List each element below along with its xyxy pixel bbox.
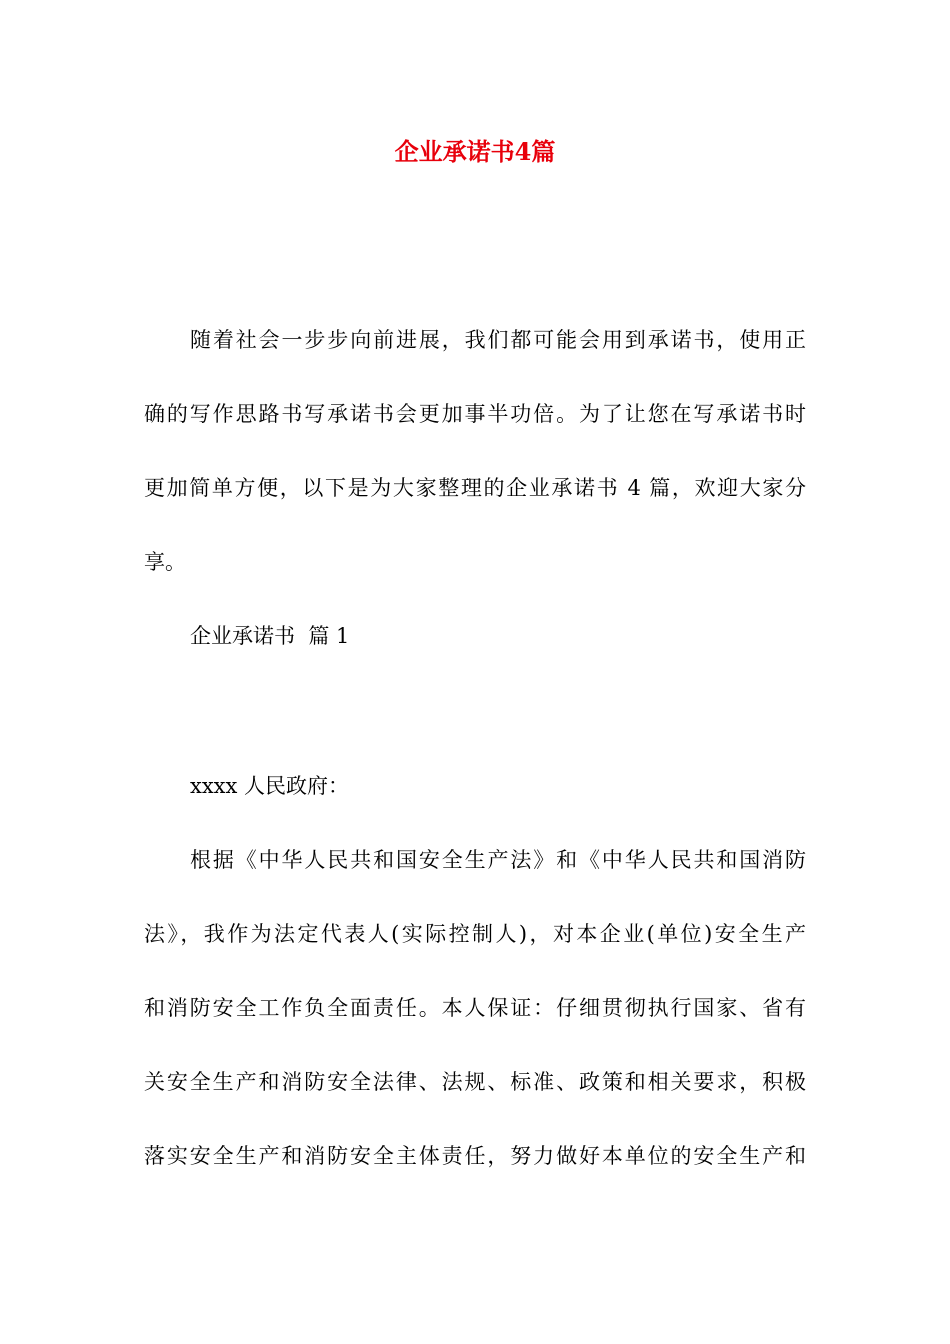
document-title: 企业承诺书4篇 — [394, 137, 556, 166]
intro-line-4: 享。 — [144, 550, 186, 574]
intro-line-3: 更加简单方便，以下是为大家整理的企业承诺书 4 篇，欢迎大家分 — [144, 476, 806, 500]
body-line-5: 落实安全生产和消防安全主体责任，努力做好本单位的安全生产和 — [144, 1144, 806, 1168]
body-line-4: 关安全生产和消防安全法律、法规、标准、政策和相关要求，积极 — [144, 1070, 806, 1094]
intro-line-2: 确的写作思路书写承诺书会更加事半功倍。为了让您在写承诺书时 — [144, 402, 806, 426]
body-line-1: 根据《中华人民共和国安全生产法》和《中华人民共和国消防 — [190, 848, 806, 872]
section-heading: 企业承诺书 篇 1 — [190, 624, 350, 648]
salutation: xxxx 人民政府： — [190, 774, 350, 798]
body-line-3: 和消防安全工作负全面责任。本人保证：仔细贯彻执行国家、省有 — [144, 996, 806, 1020]
body-line-2: 法》，我作为法定代表人(实际控制人)，对本企业(单位)安全生产 — [144, 922, 806, 946]
intro-line-1: 随着社会一步步向前进展，我们都可能会用到承诺书，使用正 — [190, 328, 806, 352]
